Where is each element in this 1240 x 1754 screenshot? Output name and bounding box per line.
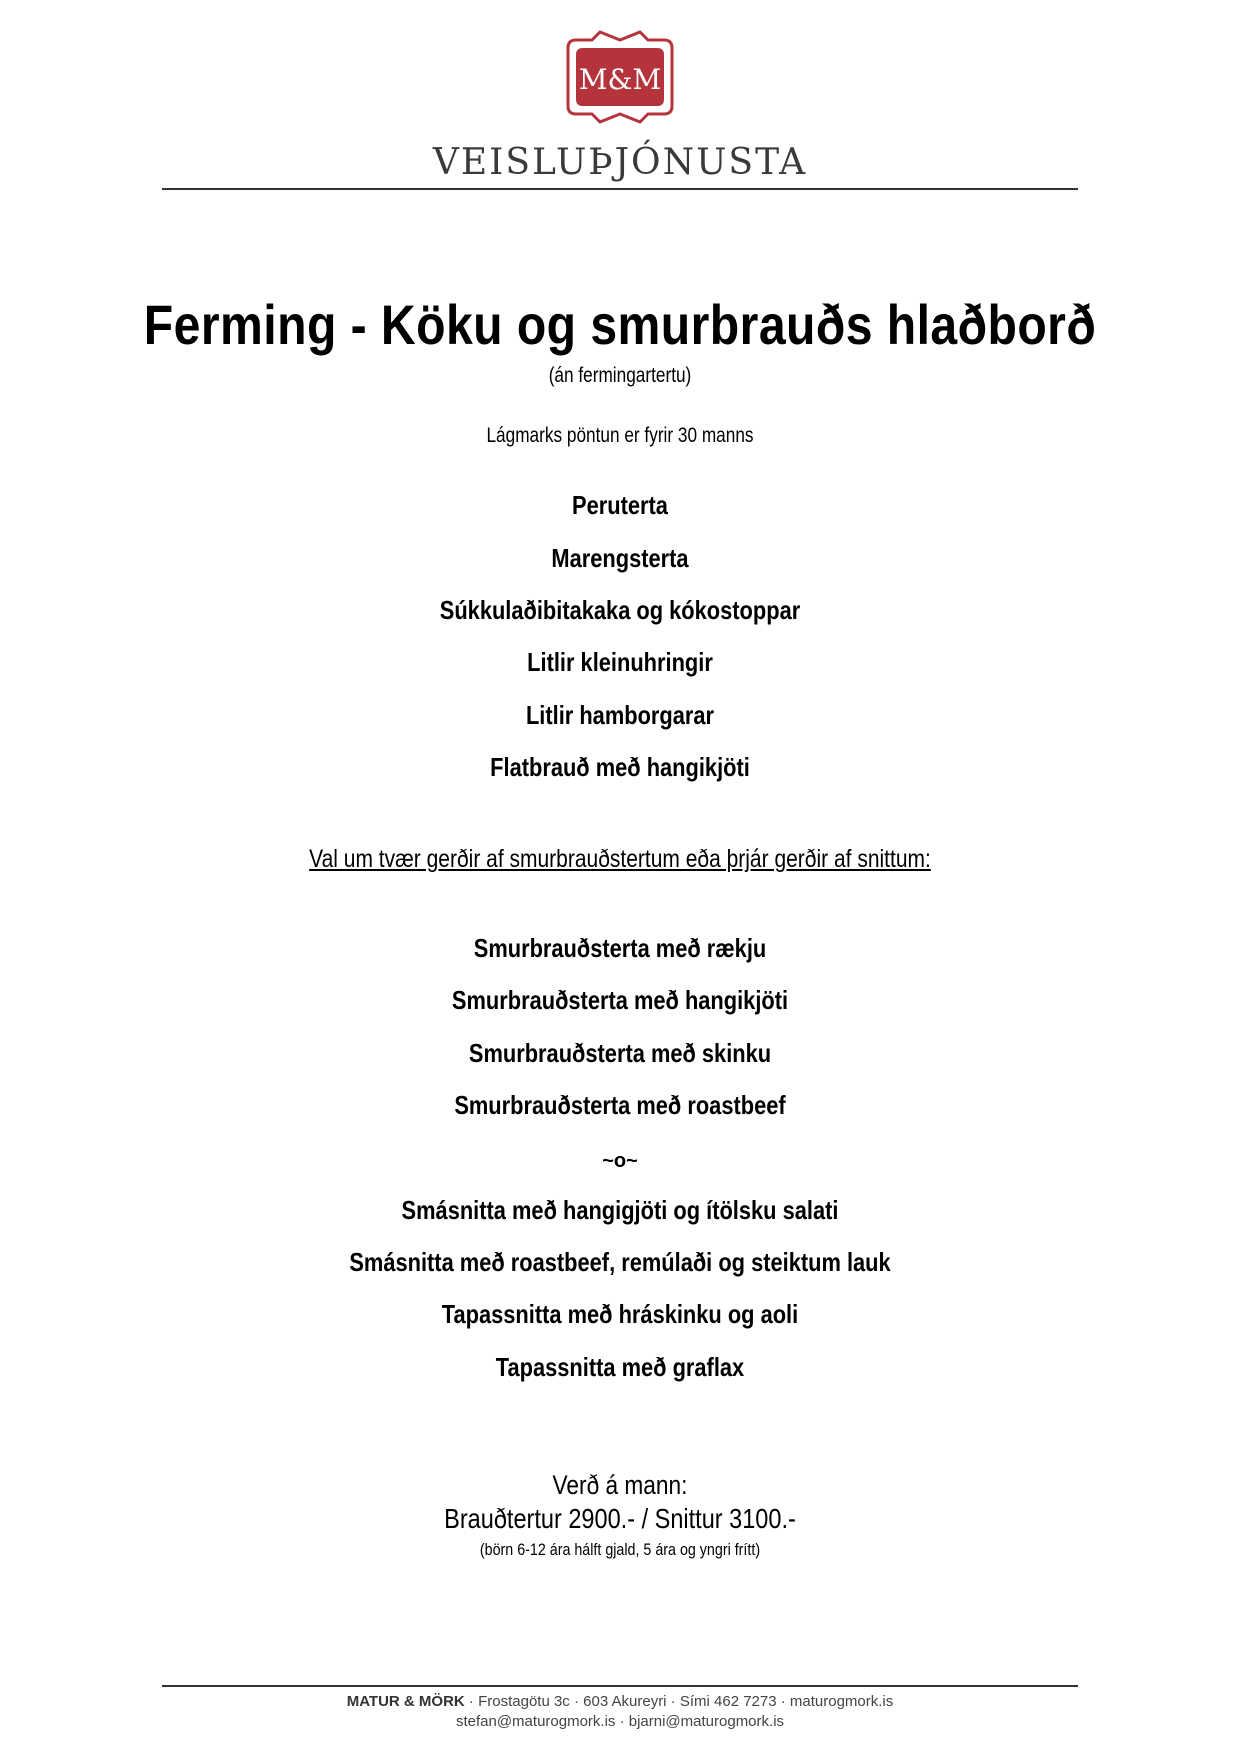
cake-item: Smurbrauðsterta með hangikjöti xyxy=(451,985,789,1015)
logo-text: M&M xyxy=(578,63,662,96)
price-note: (börn 6-12 ára hálft gjald, 5 ára og yngri frítt) xyxy=(479,1540,761,1559)
logo-badge xyxy=(562,30,678,126)
snitta-item: Tapassnitta með hráskinku og aoli xyxy=(441,1299,799,1329)
logo xyxy=(0,30,1240,131)
footer-contact xyxy=(0,1693,1240,1710)
page-subtitle: (án fermingartertu) xyxy=(548,364,692,387)
page-title: Ferming - Köku og smurbrauðs hlaðborð xyxy=(143,293,1097,356)
menu-item: Peruterta xyxy=(572,490,668,520)
header-divider xyxy=(162,188,1078,190)
menu-item: Flatbrauð með hangikjöti xyxy=(490,752,750,782)
menu-item: Marengsterta xyxy=(551,543,689,573)
menu-item: Litlir hamborgarar xyxy=(525,700,715,730)
brand-name: VEISLUÞJÓNUSTA xyxy=(432,142,808,183)
footer-company: MATUR & MÖRK xyxy=(346,1693,465,1710)
price-line: Brauðtertur 2900.- / Snittur 3100.- xyxy=(444,1503,796,1534)
footer-divider xyxy=(162,1685,1078,1687)
cake-item: Smurbrauðsterta með roastbeef xyxy=(454,1090,786,1120)
price-label: Verð á mann: xyxy=(552,1470,688,1500)
menu-item: Súkkulaðibitakaka og kókostoppar xyxy=(439,595,801,625)
snitta-item: Smásnitta með roastbeef, remúlaði og steiktum lauk xyxy=(349,1247,891,1277)
choice-heading: Val um tvær gerðir af smurbrauðstertum eða þrjár gerðir af snittum: xyxy=(309,845,931,873)
snitta-item: Tapassnitta með graflax xyxy=(495,1352,745,1382)
min-order-note: Lágmarks pöntun er fyrir 30 manns xyxy=(486,424,754,447)
snitta-item: Smásnitta með hangigjöti og ítölsku salati xyxy=(401,1195,839,1225)
menu-item: Litlir kleinuhringir xyxy=(527,647,713,677)
cake-item: Smurbrauðsterta með skinku xyxy=(468,1038,772,1068)
cake-item: Smurbrauðsterta með rækju xyxy=(473,933,767,963)
separator: ~o~ xyxy=(602,1150,638,1172)
footer-emails: stefan@maturogmork.is · bjarni@maturogmork.is xyxy=(455,1713,785,1730)
footer-address: · Frostagötu 3c · 603 Akureyri · Sími 462 7273 · maturogmork.is xyxy=(464,1693,894,1710)
